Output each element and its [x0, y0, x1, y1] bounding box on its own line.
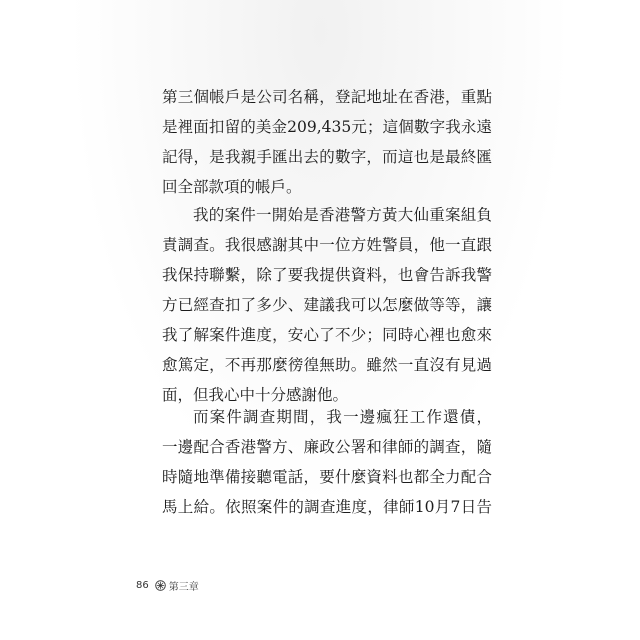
paragraph-account	[162, 82, 492, 202]
text-line: 責調查。我很感謝其中一位方姓警員，他一直跟	[162, 236, 492, 254]
text-line: 而案件調查期間，我一邊瘋狂工作還債，	[193, 408, 492, 426]
text-line: 我保持聯繫，除了要我提供資料，也會告訴我警	[162, 266, 492, 284]
chapter-emblem-icon	[155, 580, 166, 591]
text-line: 馬上給。依照案件的調查進度，律師10月7日告	[162, 498, 492, 516]
page-number: 86	[136, 580, 149, 591]
paragraph-police	[162, 200, 492, 410]
text-line: 回全部款項的帳戶。	[162, 178, 302, 196]
text-line: 方已經查扣了多少、建議我可以怎麼做等等，讓	[162, 296, 492, 314]
text-line: 記得，是我親手匯出去的數字，而這也是最終匯	[162, 148, 492, 166]
text-line: 是裡面扣留的美金209,435元；這個數字我永遠	[162, 118, 492, 136]
chapter-label: 第三章	[168, 582, 199, 593]
text-line: 愈篤定，不再那麼徬徨無助。雖然一直沒有見過	[162, 356, 492, 374]
text-line: 我了解案件進度，安心了不少；同時心裡也愈來	[162, 326, 492, 344]
text-line: 第三個帳戶是公司名稱，登記地址在香港，重點	[162, 88, 492, 106]
text-line: 我的案件一開始是香港警方黃大仙重案組負	[193, 206, 492, 224]
text-line: 時隨地準備接聽電話，要什麼資料也都全力配合	[162, 468, 492, 486]
text-line: 面，但我心中十分感謝他。	[162, 386, 349, 404]
text-line: 一邊配合香港警方、廉政公署和律師的調查，隨	[162, 438, 492, 456]
page-footer	[136, 578, 199, 593]
paragraph-investigation	[162, 402, 492, 522]
